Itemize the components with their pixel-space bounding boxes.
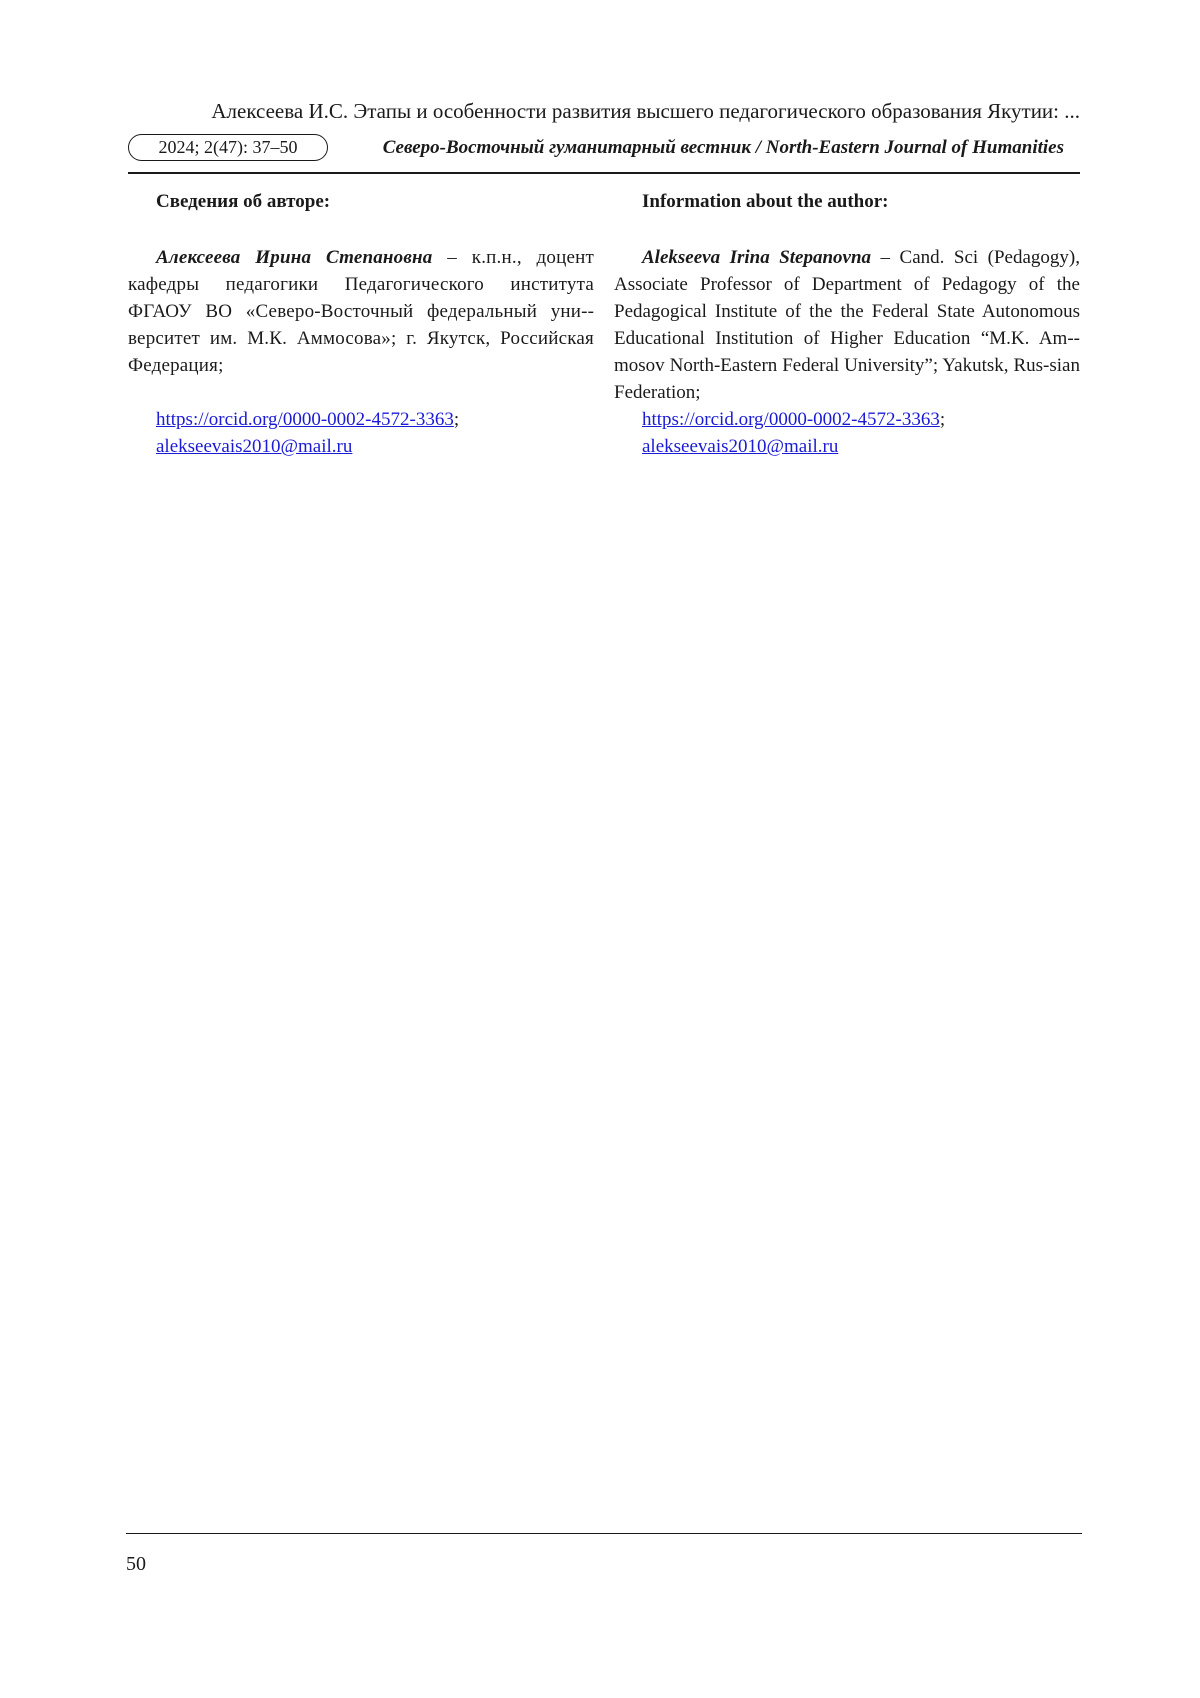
journal-bar [128,132,1080,166]
author-heading-ru: Сведения об авторе: [156,191,331,212]
issue-badge: 2024; 2(47): 37–50 [128,134,328,161]
header-rule [128,172,1080,174]
footer-rule [126,1533,1082,1534]
email-link-en[interactable]: alekseevais2010@mail.ru [642,436,839,457]
email-line-ru [156,433,594,460]
author-details-en: – Cand. Sci (Pedagogy), Associate Professor of Department of Pedagogy of the Pedagogical Institute of the the Federal State Autonomous Educational Institution of Higher Education “M.K. Am-mosov North-Eastern Federal University”; Yakutsk, Rus-sian Federation; [614,247,1080,403]
journal-title: Северо-Восточный гуманитарный вестник / North-Eastern Journal of Humanities [382,137,1064,158]
orcid-line-ru [156,406,594,433]
author-name-en: Alekseeva Irina Stepanovna [642,247,872,268]
author-contacts-en [614,406,1080,460]
author-info-en [614,186,1080,460]
author-heading-en: Information about the author: [642,191,889,212]
email-link-ru[interactable]: alekseevais2010@mail.ru [156,436,353,457]
orcid-suffix-ru: ; [453,409,460,430]
author-name-ru: Алексеева Ирина Степановна [156,247,433,268]
orcid-link-ru[interactable]: https://orcid.org/0000-0002-4572-3363 [156,409,454,430]
orcid-suffix-en: ; [939,409,946,430]
email-line-en [642,433,1080,460]
author-bio-ru [128,244,594,379]
orcid-link-en[interactable]: https://orcid.org/0000-0002-4572-3363 [642,409,940,430]
page-number: 50 [126,1553,146,1575]
author-contacts-ru [128,406,594,460]
orcid-line-en [642,406,1080,433]
author-details-ru: – к.п.н., доцент кафедры педагогики Педагогического института ФГАОУ ВО «Северо-Восточный федеральный уни-верситет им. М.К. Аммосова»; г. Якутск, Российская Федерация; [128,247,594,376]
author-bio-en [614,244,1080,406]
author-info-ru [128,186,594,460]
running-title: Алексеева И.С. Этапы и особенности развития высшего педагогического образования Якутии: ... [211,99,1080,123]
